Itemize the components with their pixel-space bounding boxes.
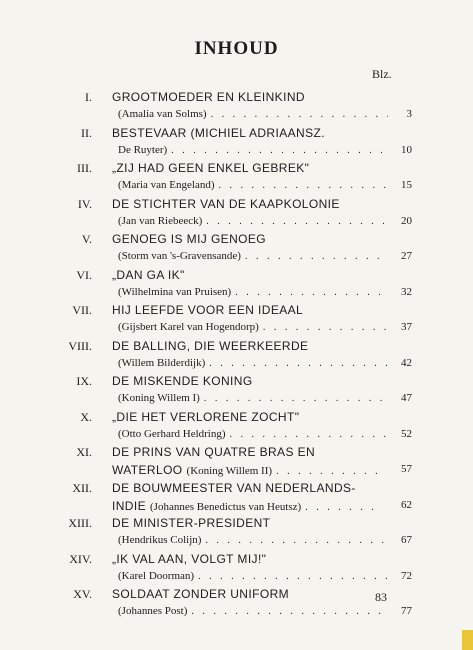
chapter-page-number: 27 (401, 250, 412, 262)
chapter-page-number: 20 (401, 214, 412, 227)
chapter-subtitle-line (118, 605, 388, 617)
chapter-page-number: 47 (401, 392, 412, 404)
chapter-subtitle: (Storm van 's-Gravensande) (118, 250, 245, 262)
chapter-subtitle: (Johannes Benedictus van Heutsz) (150, 501, 305, 513)
chapter-page-number: 3 (406, 108, 412, 120)
chapter-subtitle: (Amalia van Solms) (118, 108, 211, 120)
chapter-number: XIV. (69, 551, 92, 566)
chapter-number: XV. (73, 587, 92, 601)
toc-entry (0, 303, 473, 343)
chapter-page-number: 72 (401, 569, 412, 582)
column-header-page: Blz. (372, 67, 392, 81)
toc-entry (0, 161, 473, 201)
chapter-title: GROOTMOEDER EN KLEINKIND (112, 90, 305, 104)
chapter-subtitle: (Jan van Riebeeck) (118, 215, 206, 227)
chapter-page-number: 10 (401, 143, 412, 156)
chapter-subtitle-line (118, 108, 388, 120)
chapter-page-number: 42 (401, 356, 412, 369)
toc-entry (0, 126, 473, 166)
chapter-number: V. (81, 232, 92, 246)
chapter-title: DE MISKENDE KONING (112, 374, 253, 388)
chapter-number: I. (85, 90, 92, 104)
chapter-number: IV. (77, 196, 92, 211)
chapter-number: VI. (76, 267, 92, 282)
chapter-page-number: 77 (401, 605, 412, 617)
toc-entry (0, 516, 473, 556)
chapter-page-number: 57 (401, 463, 412, 475)
chapter-subtitle: De Ruyter) (118, 144, 171, 156)
chapter-subtitle: (Willem Bilderdijk) (118, 357, 209, 369)
chapter-title: SOLDAAT ZONDER UNIFORM (112, 587, 290, 601)
chapter-subtitle-line (112, 463, 382, 477)
chapter-title: DE BALLING, DIE WEERKEERDE (112, 338, 309, 353)
chapter-subtitle-line (118, 215, 388, 227)
chapter-title: DE STICHTER VAN DE KAAPKOLONIE (112, 196, 340, 211)
chapter-number: XII. (72, 480, 92, 495)
chapter-title: „DIE HET VERLORENE ZOCHT" (112, 409, 300, 424)
chapter-subtitle: (Otto Gerhard Heldring) (118, 428, 230, 440)
chapter-number: VII. (72, 303, 92, 317)
chapter-title-continued: WATERLOO (112, 463, 187, 477)
chapter-page-number: 15 (401, 179, 412, 191)
chapter-number: XI. (76, 445, 92, 459)
toc-entry (0, 232, 473, 272)
chapter-subtitle-line (112, 499, 382, 513)
chapter-page-number: 52 (401, 427, 412, 440)
chapter-subtitle: (Koning Willem II) (187, 465, 277, 477)
chapter-page-number: 67 (401, 534, 412, 546)
chapter-page-number: 32 (401, 285, 412, 298)
chapter-title: „ZIJ HAD GEEN ENKEL GEBREK" (112, 161, 310, 175)
toc-entry (0, 374, 473, 414)
chapter-title: HIJ LEEFDE VOOR EEN IDEAAL (112, 303, 304, 317)
toc-entry (0, 410, 473, 450)
chapter-subtitle: (Hendrikus Colijn) (118, 534, 205, 546)
chapter-subtitle: (Koning Willem I) (118, 392, 204, 404)
toc-entry (0, 339, 473, 379)
chapter-subtitle-line (118, 179, 388, 191)
chapter-subtitle: (Johannes Post) (118, 605, 191, 617)
chapter-number: III. (77, 161, 92, 175)
chapter-subtitle-line (118, 357, 388, 369)
chapter-title: „IK VAL AAN, VOLGT MIJ!" (112, 551, 267, 566)
page-number: 83 (375, 590, 387, 604)
chapter-title: „DAN GA IK" (112, 267, 185, 282)
chapter-subtitle: (Gijsbert Karel van Hogendorp) (118, 321, 263, 333)
chapter-title: DE PRINS VAN QUATRE BRAS EN (112, 445, 316, 459)
chapter-subtitle-line (118, 392, 388, 404)
toc-entry (0, 587, 473, 627)
chapter-subtitle: (Maria van Engeland) (118, 179, 219, 191)
chapter-subtitle-line (118, 534, 388, 546)
chapter-number: IX. (76, 374, 92, 388)
toc-entry (0, 552, 473, 592)
chapter-number: II. (81, 125, 92, 140)
chapter-subtitle-line (118, 144, 388, 156)
chapter-title: BESTEVAAR (MICHIEL ADRIAANSZ. (112, 125, 325, 140)
toc-entry (0, 197, 473, 237)
chapter-subtitle-line (118, 428, 388, 440)
toc-entry (0, 445, 473, 485)
chapter-title: DE BOUWMEESTER VAN NEDERLANDS- (112, 480, 356, 495)
chapter-number: X. (80, 409, 92, 424)
chapter-page-number: 37 (401, 321, 412, 333)
chapter-subtitle-line (118, 286, 388, 298)
chapter-title-continued: INDIE (112, 499, 150, 513)
chapter-page-number: 62 (401, 498, 412, 511)
toc-entry (0, 481, 473, 521)
chapter-subtitle: (Karel Doorman) (118, 570, 198, 582)
page-title: INHOUD (194, 38, 279, 59)
chapter-number: XIII. (68, 516, 92, 530)
corner-tab (462, 630, 473, 650)
chapter-subtitle-line (118, 570, 388, 582)
chapter-number: VIII. (68, 338, 92, 353)
toc-entry (0, 90, 473, 130)
chapter-subtitle-line (118, 321, 388, 333)
toc-entry (0, 268, 473, 308)
chapter-title: DE MINISTER-PRESIDENT (112, 516, 271, 530)
chapter-subtitle: (Wilhelmina van Pruisen) (118, 286, 235, 298)
chapter-title: GENOEG IS MIJ GENOEG (112, 232, 267, 246)
chapter-subtitle-line (118, 250, 388, 262)
